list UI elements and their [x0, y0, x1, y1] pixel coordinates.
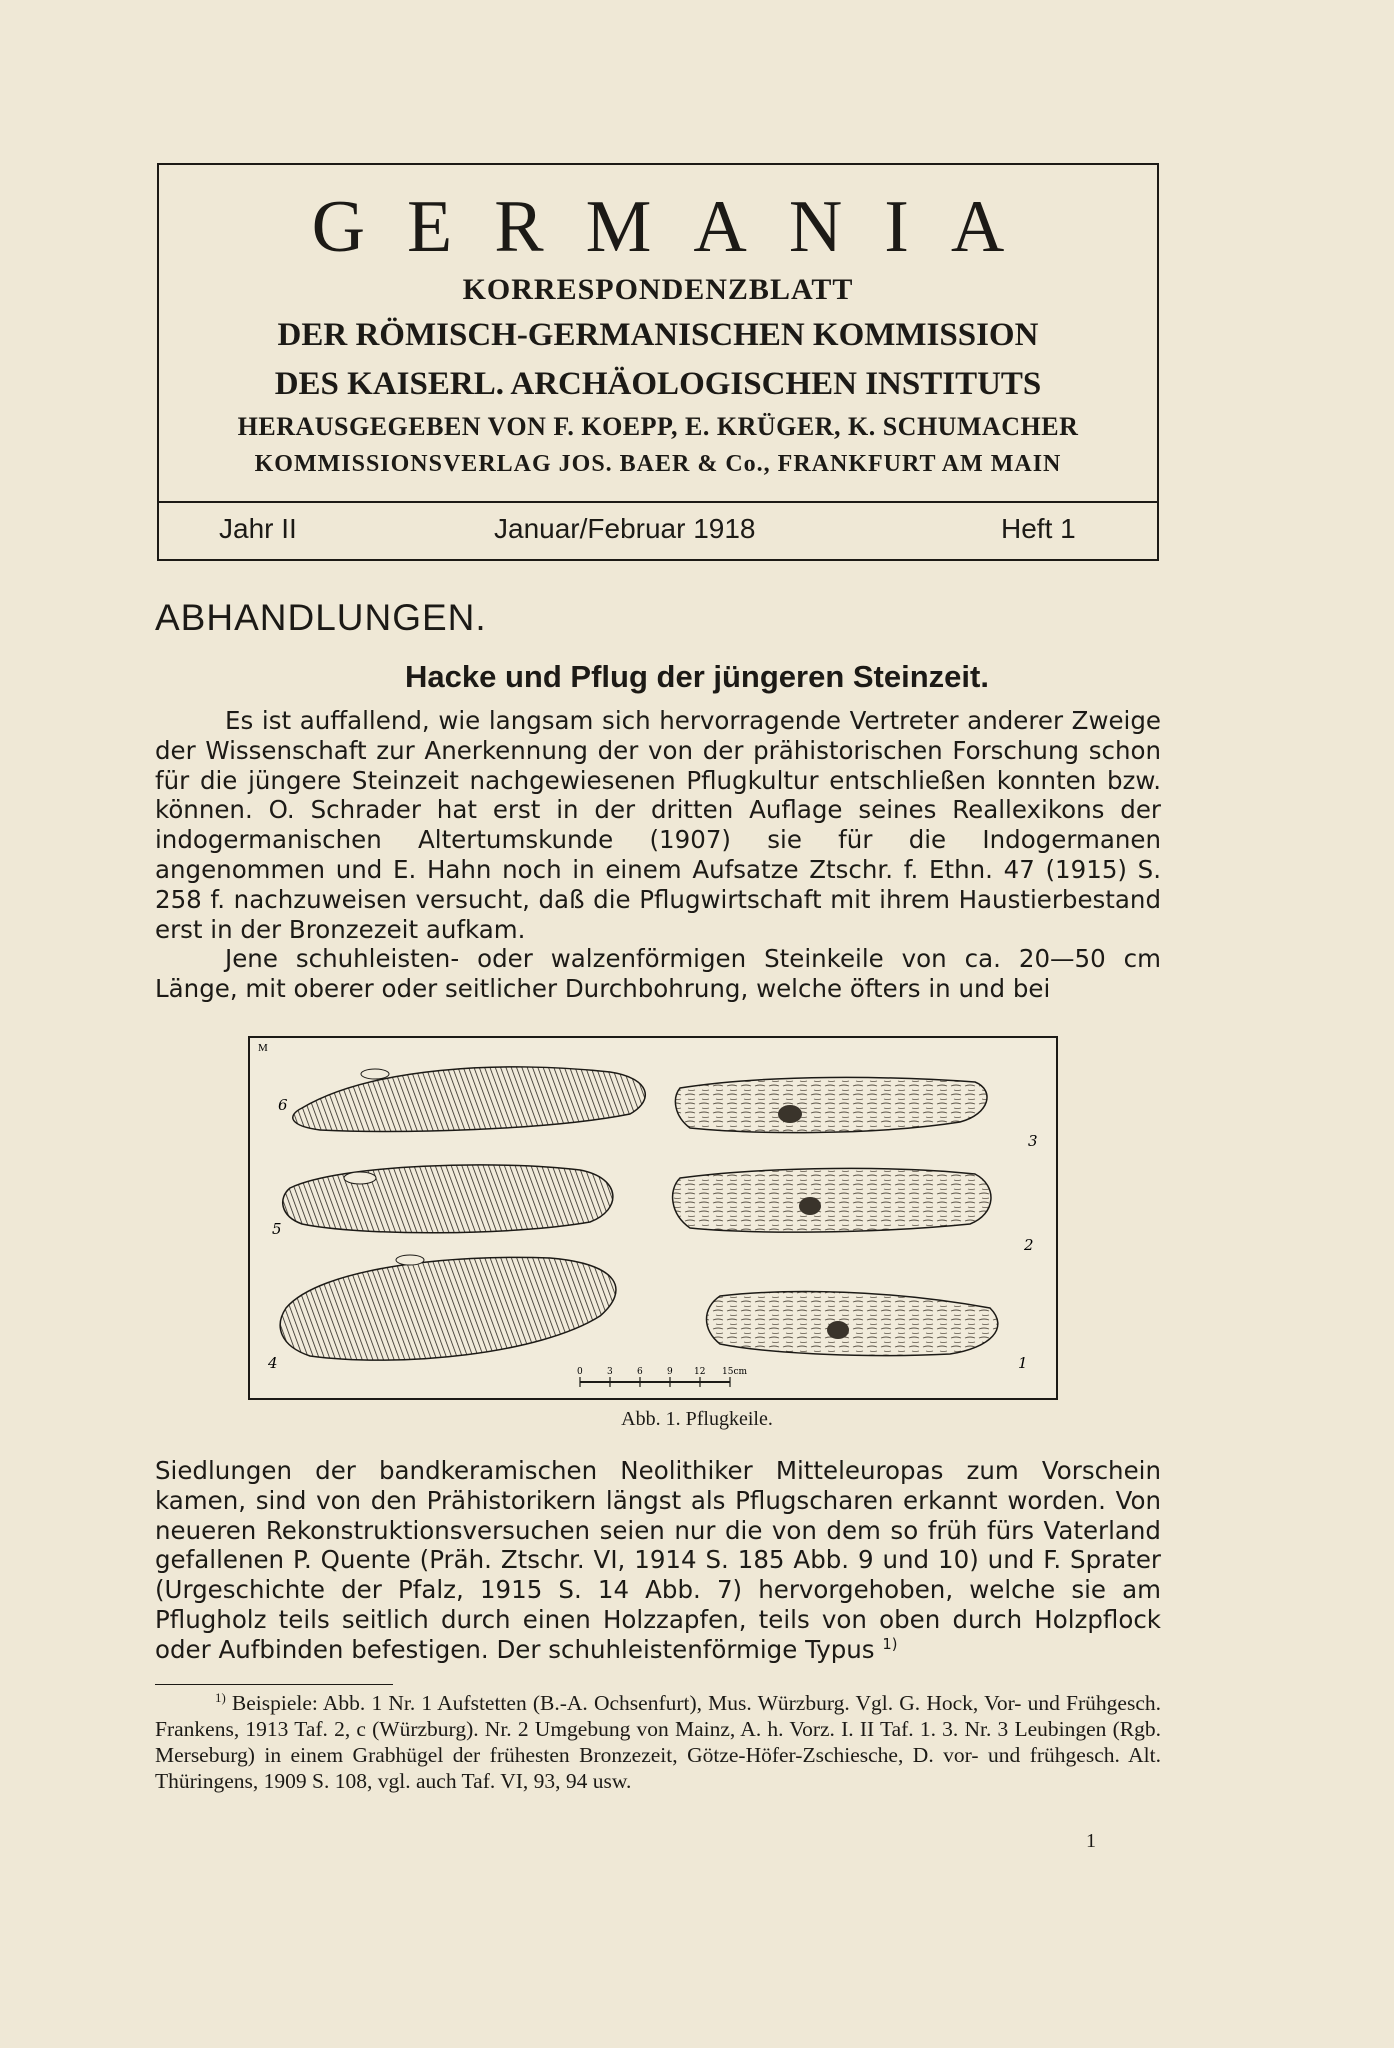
label-2: 2: [1024, 1236, 1034, 1254]
article-title: Hacke und Pflug der jüngeren Steinzeit.: [405, 659, 989, 694]
label-4: 4: [268, 1354, 278, 1372]
figure-drawing: [250, 1038, 1056, 1398]
masthead-editors: HERAUSGEGEBEN VON F. KOEPP, E. KRÜGER, K. SCHUMACHER: [237, 412, 1079, 441]
issue-year: Jahr II: [219, 513, 297, 544]
label-1: 1: [1018, 1354, 1028, 1372]
masthead-publisher: KOMMISSIONSVERLAG JOS. BAER & Co., FRANKFURT AM MAIN: [254, 451, 1062, 477]
masthead-institute: DES KAISERL. ARCHÄOLOGISCHEN INSTITUTS: [274, 366, 1042, 402]
label-3: 3: [1028, 1132, 1038, 1150]
paragraph-3: [155, 1456, 1161, 1665]
scale-tick-9: 9: [667, 1367, 673, 1377]
footnote-rule: [155, 1684, 393, 1685]
issue-bar: [159, 501, 1157, 561]
scale-tick-15: 15cm: [722, 1367, 748, 1377]
scale-bar: [577, 1367, 747, 1387]
label-6: 6: [278, 1096, 288, 1114]
paragraph-1: Es ist auffallend, wie langsam sich hervorragende Vertreter anderer Zweige der Wissenschaft zur Anerkennung der von der prähistorischen Forschung schon für die jüngere Steinzeit nachgewiesenen Pflugkultur entschließen konnten bzw. können. O. Schrader hat erst in der dritten Auflage seines Reallexikons der indogermanischen Altertumskunde (1907) sie für die Indogermanen angenommen und E. Hahn noch in einem Aufsatze Ztschr. f. Ethn. 47 (1915) S. 258 f. nachzuweisen versucht, daß die Pflugwirtschaft mit ihrem Haustierbestand erst in der Bronzezeit aufkam.: [155, 706, 1161, 944]
page-number: 1: [1086, 1830, 1096, 1852]
figure-caption: Abb. 1. Pflugkeile.: [621, 1408, 773, 1430]
footnote-text: Beispiele: Abb. 1 Nr. 1 Aufstetten (B.-A. Ochsenfurt), Mus. Würzburg. Vgl. G. Hock, Vor- und Frühgesch. Frankens, 1913 Taf. 2, c (Würzburg). Nr. 2 Umgebung von Mainz, A. h. Vorz. I. II Taf. 1. 3. Nr. 3 Leubingen (Rgb. Merseburg) in einem Grabhügel der frühesten Bronzezeit, Götze-Höfer-Zschiesche, D. vor- und frühgesch. Alt. Thüringens, 1909 S. 108, vgl. auch Taf. VI, 93, 94 usw.: [155, 1691, 1161, 1793]
masthead-commission: DER RÖMISCH-GERMANISCHEN KOMMISSION: [277, 317, 1039, 353]
footnote: [155, 1690, 1161, 1794]
scale-tick-12: 12: [694, 1367, 706, 1377]
masthead: [157, 163, 1159, 561]
issue-number: Heft 1: [1001, 513, 1076, 544]
stone-1: [707, 1292, 998, 1356]
stone-3: [675, 1077, 987, 1132]
figure-pflugkeile: [248, 1036, 1058, 1400]
stone-5: [283, 1165, 613, 1233]
footnote-marker: 1): [215, 1690, 226, 1705]
scale-tick-0: 0: [577, 1367, 583, 1377]
paragraph-2: Jene schuhleisten- oder walzenförmigen Steinkeile von ca. 20—50 cm Länge, mit oberer oder seitlicher Durchbohrung, welche öfters in und bei: [155, 944, 1161, 1003]
figure-corner-mark: M: [258, 1042, 268, 1054]
stone-4: [280, 1255, 616, 1360]
issue-date: Januar/Februar 1918: [494, 513, 756, 544]
stone-2: [673, 1168, 991, 1232]
scale-tick-6: 6: [637, 1367, 643, 1377]
stone-6: [293, 1067, 646, 1132]
masthead-subtitle: KORRESPONDENZBLATT: [462, 273, 854, 306]
section-heading: ABHANDLUNGEN.: [155, 597, 487, 638]
footnote-ref: 1): [882, 1635, 898, 1653]
paragraph-3-text: Siedlungen der bandkeramischen Neolithiker Mitteleuropas zum Vorschein kamen, sind von den Prähistorikern längst als Pflugscharen erkannt worden. Von neueren Rekonstruktionsversuchen seien nur die von dem so früh fürs Vaterland gefallenen P. Quente (Präh. Ztschr. VI, 1914 S. 185 Abb. 9 und 10) und F. Sprater (Urgeschichte der Pfalz, 1915 S. 14 Abb. 7) hervorgehoben, welche sie am Pflugholz teils seitlich durch einen Holzzapfen, teils von oben durch Holzpflock oder Aufbinden befestigen. Der schuhleistenförmige Typus: [155, 1456, 1161, 1664]
scale-tick-3: 3: [607, 1367, 613, 1377]
journal-title: GERMANIA: [311, 186, 1047, 268]
label-5: 5: [272, 1220, 282, 1238]
